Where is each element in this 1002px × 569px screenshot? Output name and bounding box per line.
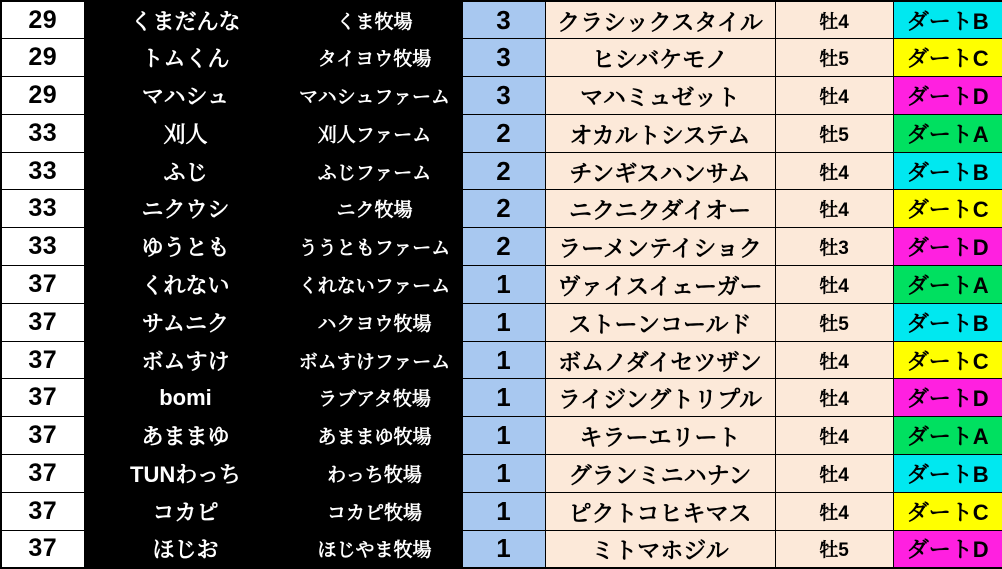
table-row — [1, 455, 1002, 493]
rank-cell: 29 — [1, 1, 84, 39]
grade-cell: ダートD — [893, 379, 1002, 417]
grade-cell: ダートA — [893, 417, 1002, 455]
sex-age-cell: 牡4 — [775, 379, 893, 417]
grade-cell: ダートC — [893, 190, 1002, 228]
table-row — [1, 39, 1002, 77]
number-cell: 2 — [462, 190, 545, 228]
horse-name-cell: ニクニクダイオー — [545, 190, 775, 228]
sex-age-cell: 牡4 — [775, 1, 893, 39]
sex-age-cell: 牡4 — [775, 190, 893, 228]
farm-cell: ニク牧場 — [287, 190, 462, 228]
table-row — [1, 303, 1002, 341]
farm-cell: マハシュファーム — [287, 77, 462, 115]
horse-name-cell: キラーエリート — [545, 417, 775, 455]
sex-age-cell: 牡5 — [775, 114, 893, 152]
horse-name-cell: ボムノダイセツザン — [545, 341, 775, 379]
table-row — [1, 152, 1002, 190]
number-cell: 2 — [462, 152, 545, 190]
number-cell: 1 — [462, 455, 545, 493]
rank-cell: 33 — [1, 228, 84, 266]
rank-cell: 37 — [1, 266, 84, 304]
owner-cell: トムくん — [84, 39, 287, 77]
horse-name-cell: オカルトシステム — [545, 114, 775, 152]
horse-name-cell: ミトマホジル — [545, 530, 775, 568]
grade-cell: ダートB — [893, 152, 1002, 190]
owner-cell: サムニク — [84, 303, 287, 341]
owner-cell: ほじお — [84, 530, 287, 568]
rank-cell: 33 — [1, 114, 84, 152]
table-row — [1, 190, 1002, 228]
number-cell: 2 — [462, 114, 545, 152]
grade-cell: ダートD — [893, 530, 1002, 568]
grade-cell: ダートC — [893, 492, 1002, 530]
grade-cell: ダートB — [893, 455, 1002, 493]
sex-age-cell: 牡5 — [775, 39, 893, 77]
farm-cell: ほじやま牧場 — [287, 530, 462, 568]
owner-cell: TUNわっち — [84, 455, 287, 493]
horse-name-cell: ストーンコールド — [545, 303, 775, 341]
sex-age-cell: 牡4 — [775, 417, 893, 455]
table-row — [1, 77, 1002, 115]
farm-cell: コカピ牧場 — [287, 492, 462, 530]
horse-name-cell: ヴァイスイェーガー — [545, 266, 775, 304]
horse-name-cell: チンギスハンサム — [545, 152, 775, 190]
number-cell: 1 — [462, 417, 545, 455]
number-cell: 3 — [462, 77, 545, 115]
table-row — [1, 1, 1002, 39]
table-row — [1, 417, 1002, 455]
number-cell: 1 — [462, 530, 545, 568]
farm-cell: ラブアタ牧場 — [287, 379, 462, 417]
grade-cell: ダートA — [893, 266, 1002, 304]
rank-cell: 37 — [1, 341, 84, 379]
owner-cell: くまだんな — [84, 1, 287, 39]
table-row — [1, 114, 1002, 152]
farm-cell: ふじファーム — [287, 152, 462, 190]
owner-cell: マハシュ — [84, 77, 287, 115]
grade-cell: ダートB — [893, 1, 1002, 39]
owner-cell: ボムすけ — [84, 341, 287, 379]
farm-cell: ハクヨウ牧場 — [287, 303, 462, 341]
sex-age-cell: 牡4 — [775, 77, 893, 115]
grade-cell: ダートC — [893, 39, 1002, 77]
number-cell: 1 — [462, 379, 545, 417]
farm-cell: ボムすけファーム — [287, 341, 462, 379]
horse-name-cell: マハミュゼット — [545, 77, 775, 115]
farm-cell: あままゆ牧場 — [287, 417, 462, 455]
grade-cell: ダートD — [893, 77, 1002, 115]
horse-name-cell: ライジングトリプル — [545, 379, 775, 417]
horse-name-cell: ピクトコヒキマス — [545, 492, 775, 530]
table-row — [1, 228, 1002, 266]
sex-age-cell: 牡5 — [775, 530, 893, 568]
rank-cell: 37 — [1, 417, 84, 455]
horse-name-cell: グランミニハナン — [545, 455, 775, 493]
rank-cell: 37 — [1, 530, 84, 568]
rank-cell: 33 — [1, 152, 84, 190]
number-cell: 1 — [462, 492, 545, 530]
number-cell: 1 — [462, 303, 545, 341]
number-cell: 2 — [462, 228, 545, 266]
farm-cell: くれないファーム — [287, 266, 462, 304]
grade-cell: ダートB — [893, 303, 1002, 341]
rank-cell: 37 — [1, 303, 84, 341]
farm-cell: ううともファーム — [287, 228, 462, 266]
grade-cell: ダートD — [893, 228, 1002, 266]
rank-cell: 37 — [1, 379, 84, 417]
owner-cell: あままゆ — [84, 417, 287, 455]
number-cell: 1 — [462, 341, 545, 379]
rank-cell: 29 — [1, 77, 84, 115]
horse-name-cell: ラーメンテイショク — [545, 228, 775, 266]
sex-age-cell: 牡4 — [775, 266, 893, 304]
rank-cell: 37 — [1, 455, 84, 493]
table-row — [1, 266, 1002, 304]
number-cell: 3 — [462, 39, 545, 77]
sex-age-cell: 牡4 — [775, 492, 893, 530]
sex-age-cell: 牡4 — [775, 152, 893, 190]
owner-cell: bomi — [84, 379, 287, 417]
farm-cell: わっち牧場 — [287, 455, 462, 493]
sex-age-cell: 牡4 — [775, 455, 893, 493]
farm-cell: タイヨウ牧場 — [287, 39, 462, 77]
owner-cell: くれない — [84, 266, 287, 304]
horse-name-cell: クラシックスタイル — [545, 1, 775, 39]
grade-cell: ダートA — [893, 114, 1002, 152]
owner-cell: ニクウシ — [84, 190, 287, 228]
owner-cell: コカピ — [84, 492, 287, 530]
farm-cell: 刈人ファーム — [287, 114, 462, 152]
table-row — [1, 492, 1002, 530]
table-row — [1, 341, 1002, 379]
table-row — [1, 530, 1002, 568]
owner-cell: 刈人 — [84, 114, 287, 152]
farm-cell: くま牧場 — [287, 1, 462, 39]
number-cell: 1 — [462, 266, 545, 304]
sex-age-cell: 牡5 — [775, 303, 893, 341]
table-row — [1, 379, 1002, 417]
rank-cell: 37 — [1, 492, 84, 530]
sex-age-cell: 牡4 — [775, 341, 893, 379]
owner-cell: ゆうとも — [84, 228, 287, 266]
sex-age-cell: 牡3 — [775, 228, 893, 266]
horse-name-cell: ヒシバケモノ — [545, 39, 775, 77]
rank-cell: 29 — [1, 39, 84, 77]
number-cell: 3 — [462, 1, 545, 39]
grade-cell: ダートC — [893, 341, 1002, 379]
rank-cell: 33 — [1, 190, 84, 228]
owner-cell: ふじ — [84, 152, 287, 190]
